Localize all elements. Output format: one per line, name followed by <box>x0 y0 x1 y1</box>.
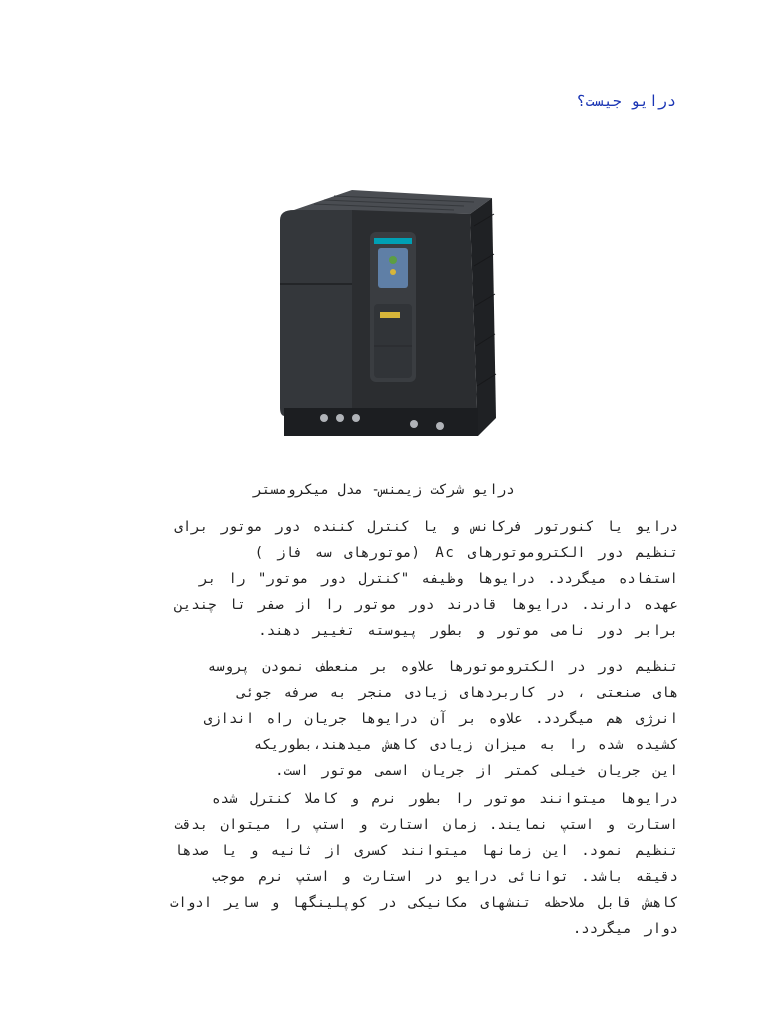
paragraph-line: تنظیم نمود. این زمانها میتوانند کسری از ثانیه و یا صدها <box>174 843 678 859</box>
figure-caption: درایو شرکت زیمنس- مدل میکرومستر <box>253 482 515 498</box>
paragraph-line: درایوها میتوانند موتور را بطور نرم و کاملا کنترل شده <box>212 791 678 807</box>
paragraph-line: این جریان خیلی کمتر از جریان اسمی موتور است. <box>275 763 678 779</box>
paragraph-line: دوار میگردد. <box>572 921 678 937</box>
paragraph-line: کشیده شده را به میزان زیادی کاهش میدهند،بطوریکه <box>253 737 678 753</box>
display-screen <box>378 248 408 288</box>
siemens-micromaster-drive-illustration <box>274 186 500 448</box>
paragraph-line: عهده دارند. درایوها قادرند دور موتور را از صفر تا چندین <box>174 597 678 613</box>
paragraph-line: استفاده میگردد. درایوها وظیفه "کنترل دور موتور" را بر <box>199 571 678 587</box>
paragraph-line: کاهش قابل ملاحظه تنشهای مکانیکی در کوپلینگها و سایر ادوات <box>169 895 678 911</box>
paragraph-line: برابر دور نامی موتور و بطور پیوسته تغییر دهند. <box>258 623 678 639</box>
paragraph-3 <box>96 786 678 942</box>
paragraph-2 <box>96 654 678 784</box>
paragraph-line: های صنعتی ، در کاربردهای زیادی منجر به صرفه جوئی <box>237 685 678 701</box>
paragraph-line: تنظیم دور در الکتروموتورها علاوه بر منعطف نمودن پروسه <box>207 659 678 675</box>
paragraph-line: انرژی هم میگردد. علاوه بر آن درایوها جریان راه اندازی <box>203 711 678 727</box>
paragraph-line: دقیقه باشد. توانائی درایو در استارت و استپ نرم موجب <box>212 869 678 885</box>
brand-label <box>374 238 412 244</box>
document-title: درایو جیست؟ <box>576 92 676 110</box>
paragraph-line: تنظیم دور الکتروموتورهای Ac (موتورهای سه فاز ) <box>254 545 678 561</box>
paragraph-1 <box>96 514 678 644</box>
paragraph-line: استارت و استپ نمایند. زمان استارت و استپ را میتوان بدقت <box>174 817 678 833</box>
paragraph-line: درایو یا کنورتور فرکانس و یا کنترل کننده دور موتور برای <box>174 519 678 535</box>
drive-product-image <box>274 186 500 448</box>
